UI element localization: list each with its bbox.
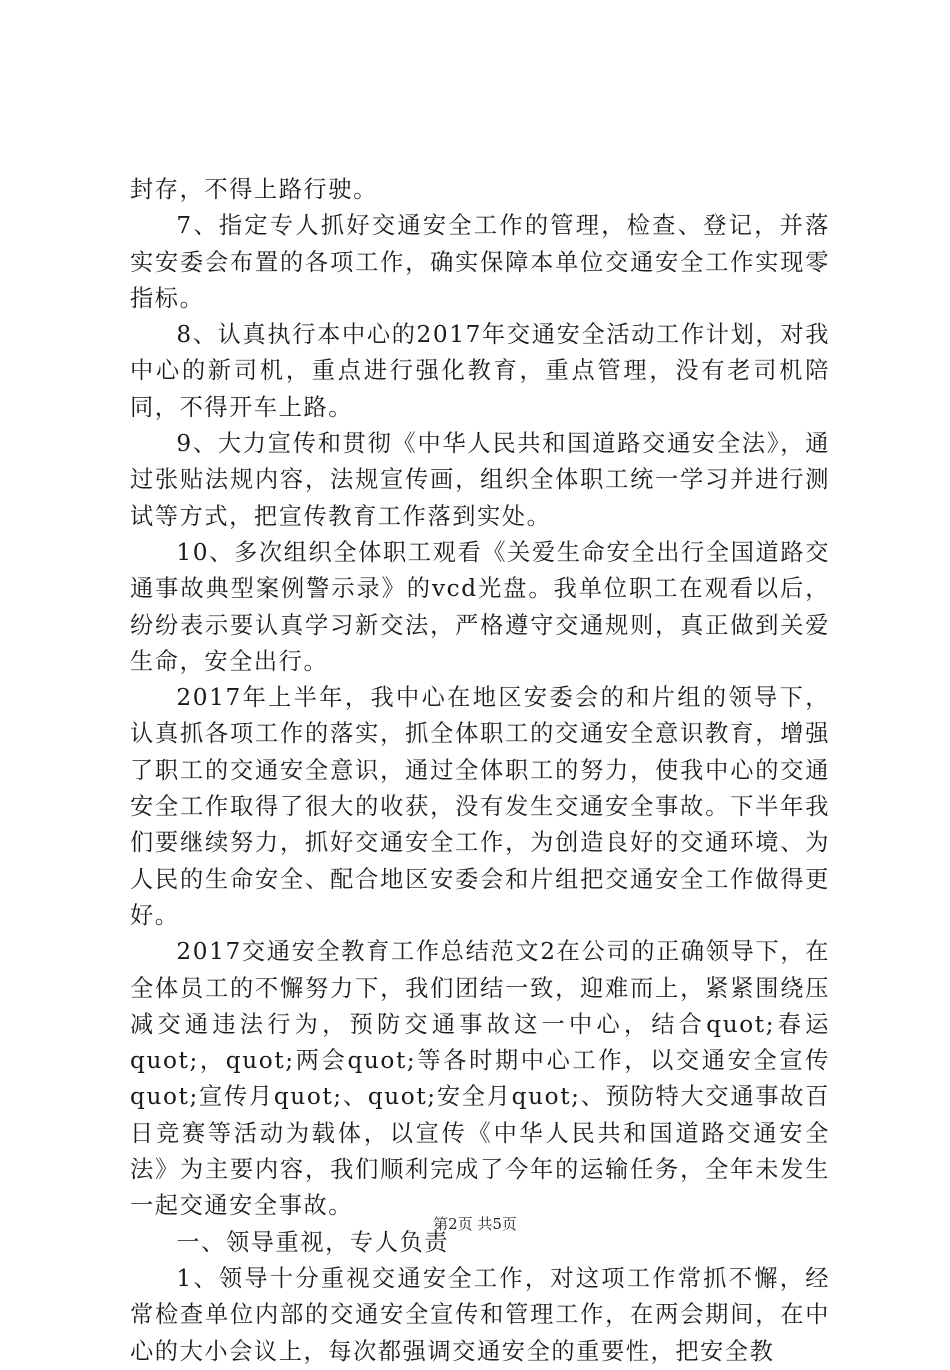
paragraph-4: 10、多次组织全体职工观看《关爱生命安全出行全国道路交通事故典型案例警示录》的vcd光盘。我单位职工在观看以后，纷纷表示要认真学习新交法，严格遵守交通规则，真正做到关爱生命，安全出行。 xyxy=(130,538,830,675)
paragraph-3: 9、大力宣传和贯彻《中华人民共和国道路交通安全法》，通过张贴法规内容，法规宣传画，组织全体职工统一学习并进行测试等方式，把宣传教育工作落到实处。 xyxy=(130,430,830,530)
paragraph-5: 2017年上半年，我中心在地区安委会的和片组的领导下，认真抓各项工作的落实，抓全体职工的交通安全意识教育，增强了职工的交通安全意识，通过全体职工的努力，使我中心的交通安全工作取得了很大的收获，没有发生交通安全事故。下半年我们要继续努力，抓好交通安全工作，为创造良好的交通环境、为人民的生命安全、配合地区安委会和片组把交通安全工作做得更好。 xyxy=(130,684,830,929)
section-heading: 一、领导重视，专人负责 xyxy=(176,1228,450,1256)
paragraph-6: 2017交通安全教育工作总结范文2在公司的正确领导下，在全体员工的不懈努力下，我们团结一致，迎难而上，紧紧围绕压减交通违法行为，预防交通事故这一中心，结合quot;春运quot;，quot;两会quot;等各时期中心工作，以交通安全宣传quot;宣传月quot;、quot;安全月quot;、预防特大交通事故百日竞赛等活动为载体，以宣传《中华人民共和国道路交通安全法》为主要内容，我们顺利完成了今年的运输任务，全年未发生一起交通安全事故。 xyxy=(130,938,830,1220)
document-body xyxy=(130,172,830,1370)
paragraph-2: 8、认真执行本中心的2017年交通安全活动工作计划，对我中心的新司机，重点进行强化教育，重点管理，没有老司机陪同，不得开车上路。 xyxy=(130,321,830,421)
paragraph-8: 1、领导十分重视交通安全工作，对这项工作常抓不懈，经常检查单位内部的交通安全宣传和管理工作，在两会期间，在中心的大小会议上，每次都强调交通安全的重要性，把安全教 xyxy=(130,1264,830,1365)
paragraph-0: 封存，不得上路行驶。 xyxy=(130,176,378,203)
paragraph-1: 7、指定专人抓好交通安全工作的管理，检查、登记，并落实安委会布置的各项工作，确实保障本单位交通安全工作实现零指标。 xyxy=(130,212,830,312)
page-number: 第2页 共5页 xyxy=(433,1215,517,1233)
